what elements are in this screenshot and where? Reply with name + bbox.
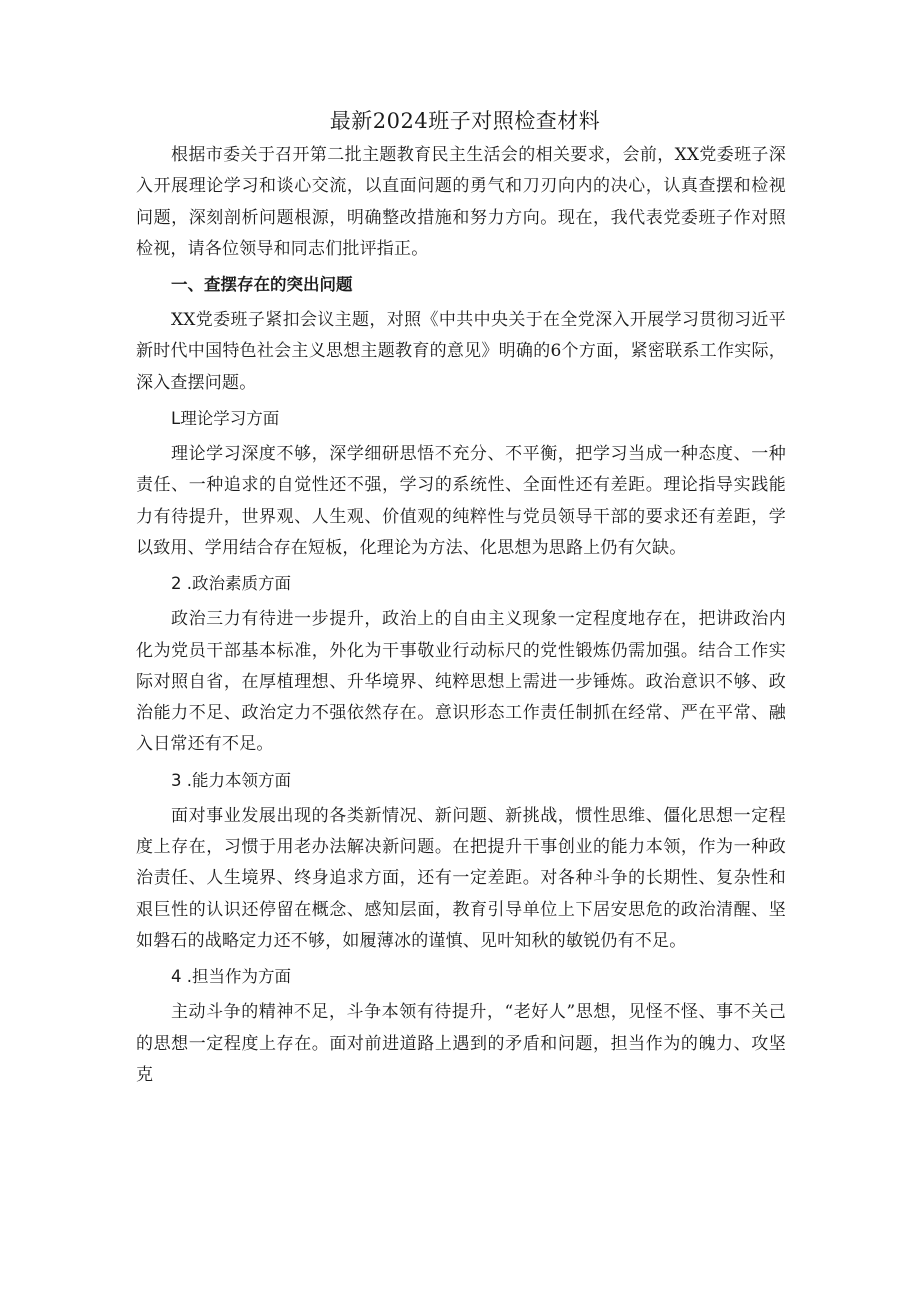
paragraph-political-quality: 政治三力有待进一步提升，政治上的自由主义现象一定程度地存在，把讲政治内化为党员干部基本标准，外化为干事敬业行动标尺的党性锻炼仍需加强。结合工作实际对照自省，在厚植理想、升华境界、纯粹思想上需进一步锤炼。政治意识不够、政治能力不足、政治定力不强依然存在。意识形态工作责任制抓在经常、严在平常、融入日常还有不足。 [136, 609, 786, 755]
paragraph-ability: 面对事业发展出现的各类新情况、新问题、新挑战，惯性思维、僵化思想一定程度上存在，习惯于用老办法解决新问题。在把提升干事创业的能力本领，作为一种政治责任、人生境界、终身追求方面，还有一定差距。对各种斗争的长期性、复杂性和艰巨性的认识还停留在概念、感知层面，教育引导单位上下居安思危的政治清醒、坚如磐石的战略定力还不够，如履薄冰的谨慎、见叶知秋的敏锐仍有不足。 [136, 805, 786, 951]
intro-paragraph: 根据市委关于召开第二批主题教育民主生活会的相关要求，会前，XX党委班子深入开展理论学习和谈心交流，以直面问题的勇气和刀刃向内的决心，认真查摆和检视问题，深刻剖析问题根源，明确整改措施和努力方向。现在，我代表党委班子作对照检视，请各位领导和同志们批评指正。 [136, 145, 786, 259]
section-intro-paragraph: XX党委班子紧扣会议主题，对照《中共中央关于在全党深入开展学习贯彻习近平新时代中国特色社会主义思想主题教育的意见》明确的6个方面，紧密联系工作实际，深入查摆问题。 [136, 310, 786, 393]
subheading-theory-study: L理论学习方面 [171, 409, 280, 429]
section-heading-problems: 一、查摆存在的突出问题 [171, 275, 353, 295]
subheading-ability: 3 .能力本领方面 [171, 770, 291, 790]
subheading-responsibility: 4 .担当作为方面 [171, 967, 291, 987]
document-page [136, 104, 786, 1095]
paragraph-theory-study: 理论学习深度不够，深学细研思悟不充分、不平衡，把学习当成一种态度、一种责任、一种追求的自觉性还不强，学习的系统性、全面性还有差距。理论指导实践能力有待提升，世界观、人生观、价值观的纯粹性与党员领导干部的要求还有差距，学以致用、学用结合存在短板，化理论为方法、化思想为思路上仍有欠缺。 [136, 444, 786, 558]
document-title: 最新2024班子对照检查材料 [329, 109, 601, 133]
subheading-political-quality: 2 .政治素质方面 [171, 574, 291, 594]
paragraph-responsibility: 主动斗争的精神不足，斗争本领有待提升，“老好人”思想，见怪不怪、事不关己的思想一定程度上存在。面对前进道路上遇到的矛盾和问题，担当作为的魄力、攻坚克 [136, 1002, 786, 1085]
